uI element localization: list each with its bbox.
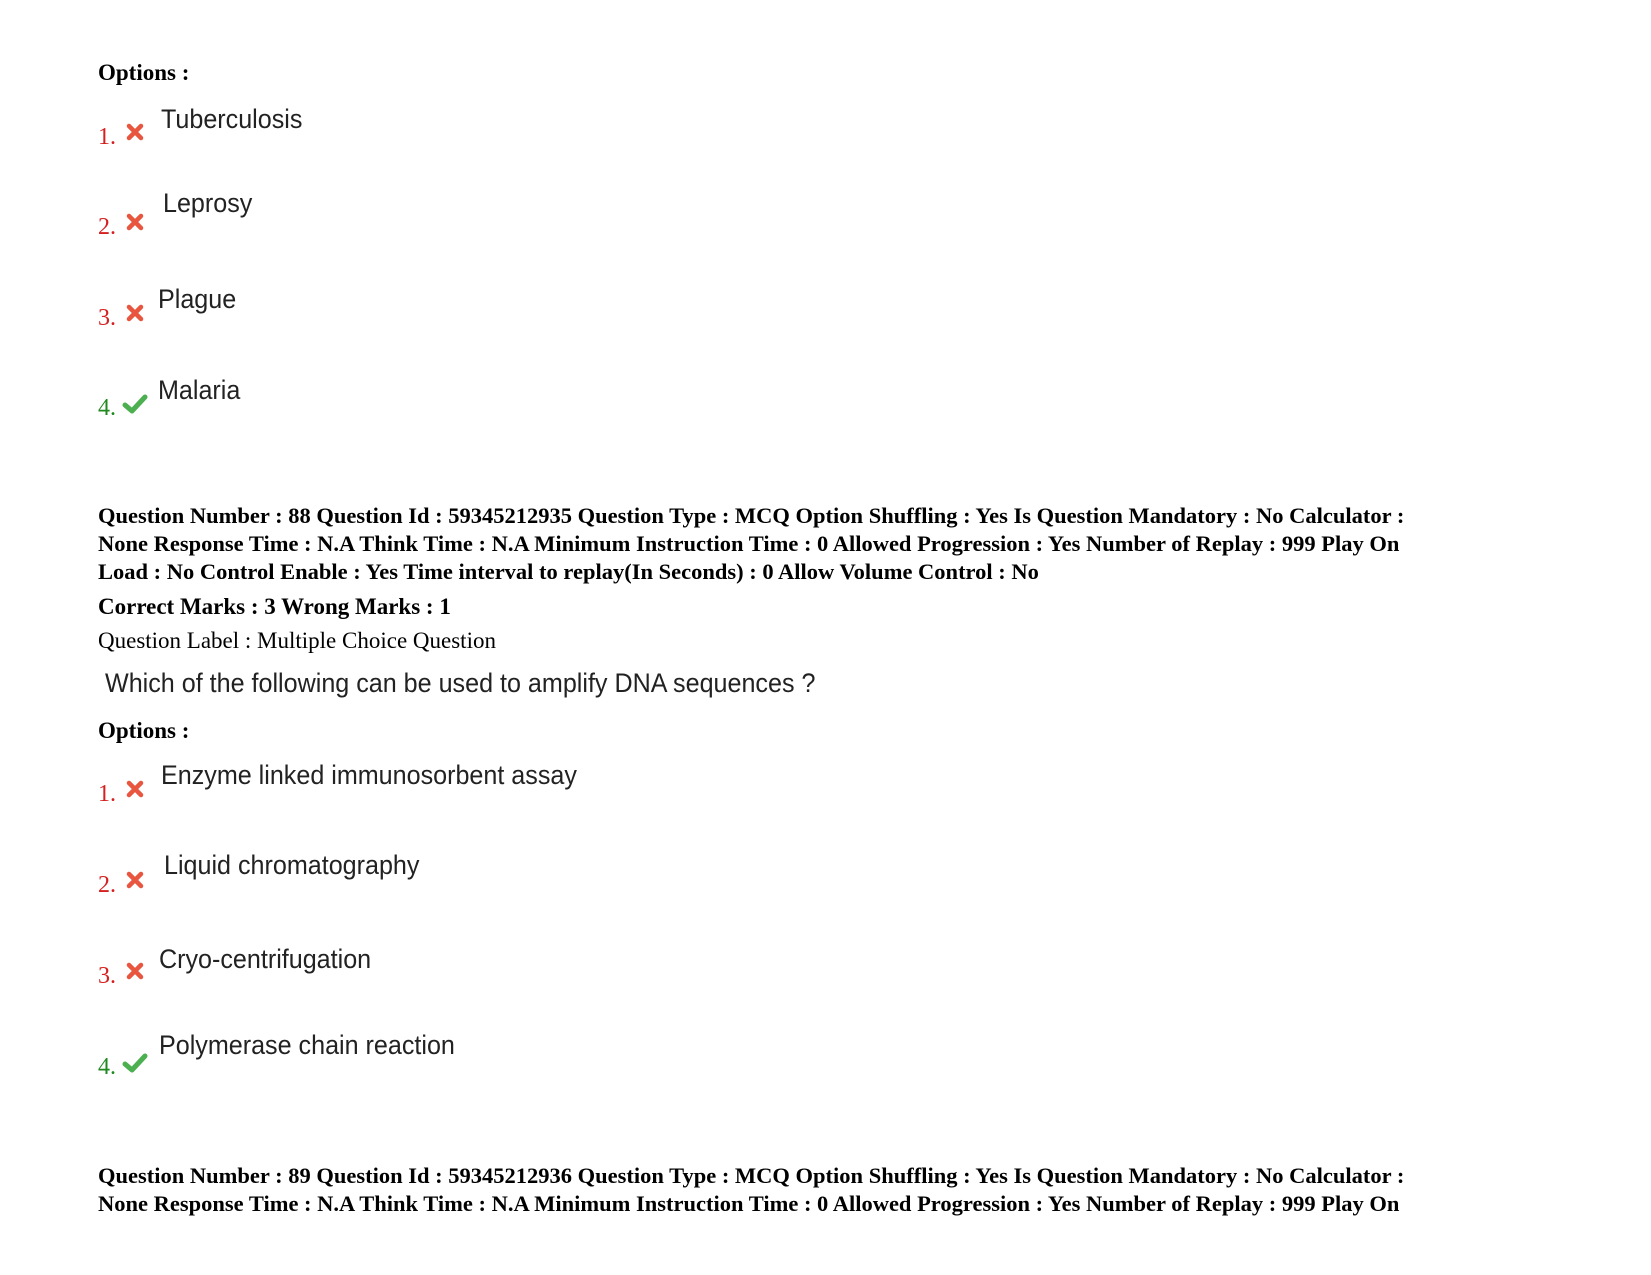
option-number: 2. [98, 214, 116, 240]
question-meta-line: Load : No Control Enable : Yes Time interval to replay(In Seconds) : 0 Allow Volume Control : No [98, 559, 1039, 584]
question-label: Question Label : Multiple Choice Question [98, 628, 496, 653]
question-meta-line: Question Number : 88 Question Id : 59345212935 Question Type : MCQ Option Shuffling : Yes Is Question Mandatory : No Calculator : [98, 503, 1405, 528]
cross-icon [124, 778, 146, 800]
marks-info: Correct Marks : 3 Wrong Marks : 1 [98, 594, 451, 619]
check-icon [122, 1052, 148, 1074]
option-text: Cryo-centrifugation [159, 944, 372, 974]
options-heading: Options : [98, 60, 190, 85]
option-number: 3. [98, 963, 116, 989]
cross-icon [124, 211, 146, 233]
option-text: Enzyme linked immunosorbent assay [161, 760, 577, 790]
question-meta [98, 502, 1578, 586]
option-text: Malaria [158, 375, 241, 405]
cross-icon [124, 302, 146, 324]
option-text: Liquid chromatography [164, 850, 420, 880]
question-meta-line: Question Number : 89 Question Id : 59345212936 Question Type : MCQ Option Shuffling : Yes Is Question Mandatory : No Calculator : [98, 1163, 1405, 1188]
options-heading: Options : [98, 718, 190, 743]
question-text: Which of the following can be used to amplify DNA sequences ? [105, 668, 816, 698]
option-text: Tuberculosis [161, 104, 303, 134]
option-number: 4. [98, 395, 116, 421]
question-meta [98, 1162, 1578, 1218]
question-meta-line: None Response Time : N.A Think Time : N.A Minimum Instruction Time : 0 Allowed Progression : Yes Number of Replay : 999 Play On [98, 531, 1400, 556]
cross-icon [124, 121, 146, 143]
cross-icon [124, 960, 146, 982]
option-text: Polymerase chain reaction [159, 1030, 455, 1060]
option-number: 3. [98, 305, 116, 331]
check-icon [122, 393, 148, 415]
option-number: 4. [98, 1054, 116, 1080]
cross-icon [124, 869, 146, 891]
option-text: Leprosy [163, 188, 253, 218]
option-number: 1. [98, 781, 116, 807]
question-meta-line: None Response Time : N.A Think Time : N.A Minimum Instruction Time : 0 Allowed Progression : Yes Number of Replay : 999 Play On [98, 1191, 1400, 1216]
option-text: Plague [158, 284, 237, 314]
option-number: 2. [98, 872, 116, 898]
option-number: 1. [98, 124, 116, 150]
